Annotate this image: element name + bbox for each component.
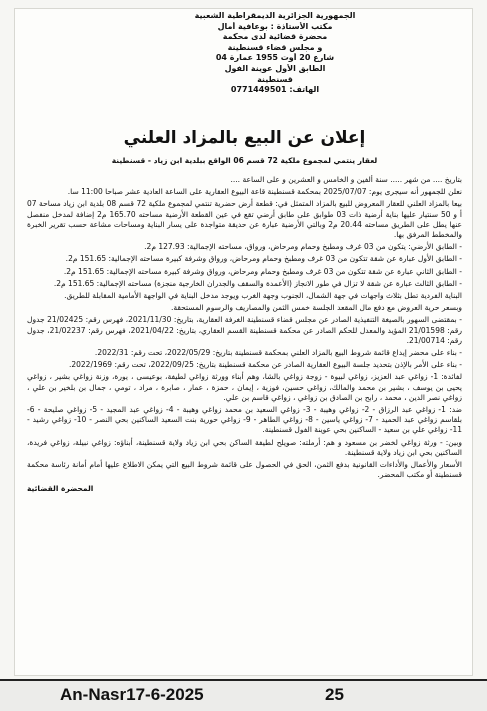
header-line: الجمهورية الجزائرية الديمقراطية الشعبية	[194, 11, 356, 20]
header-line: شارع 20 أوت 1955 عمارة 04	[215, 53, 335, 63]
publication-date: An-Nasr17-6-2025	[60, 685, 204, 704]
body-paragraph: - بمقتضى السهور بالصيغة التنفيذية الصادر عن مجلس قضاء قسنطينة الغرفة العقارية، بتاريخ: 2021/11/30، فهرس رقم: 21/02425 جدول رقم: 21/01598 المؤيد والمعدل للحكم الصادر عن محكمة قسنطينة القسم العقاري، بتاريخ: 2021/04/22، فهرس رقم: 21/02237، جدول رقم: 21/00714.	[27, 315, 462, 345]
body-paragraph: - الطابق الأرضي: يتكون من 03 غرف ومطبخ وحمام ومرحاض، ورواق، مساحته الإجمالية: 127.93 م2.	[144, 242, 462, 252]
body-paragraph: - بناء على محضر إيداع قائمة شروط البيع بالمزاد العلني بمحكمة قسنطينة بتاريخ: 2022/05/29، تحت رقم: 2022/31.	[94, 348, 462, 358]
party-paragraph: لفائدة: 1- زواغي عبد العزيز، زواغي لبيوة - زوجة زواغي بالشا، وهم أبناء وورثة زواغي لطيفة، بوعيسى ، يورة، وزنة زواغي بشير ، زواغي يحيى بن يوسف ، بشير بن محمد والمالك، زواغي حسين، فوزية ، إيمان ، حمزة ، عمار ، صابرة ، مراد ، تومي ، جمال بن بلخير بن علي ، زواغي نصر الدين ، محمد ، رابح بن الصادق بن زواغي ، زواغي قاسم بن علي.	[27, 372, 462, 402]
bailiff-header	[125, 11, 425, 96]
header-line: الطابق الأول عوينة الفول	[224, 63, 326, 73]
party-paragraph: ضد: 1- زواغي عبد الرزاق - 2- زواغي وهيبة - 3- زواغي السعيد بن محمد زواغي وهيبة - 4- زواغي عبد المجيد - 5- زواغي صليحة - 6- بلقاسم زواغي عبد الحميد - 7- زواغي ياسين - 8- زواغي الطاهر - 9- زواغي حورية بنت السعيد الساكنين بحي النصر - 10- زواغي رشيد - 11- زواغي علي بن سعيد - الساكنين بحي عوينة الفول قسنطينة.	[27, 405, 462, 435]
body-paragraph: - الطابق الأول عبارة عن شقة تتكون من 03 غرف ومطبخ وحمام ومرحاض، ورواق وشرفة كبيرة مساحته الإجمالية: 151.65 م2.	[65, 254, 462, 264]
body-paragraph: - الطابق الثاني عبارة عن شقة تتكون من 03 غرف ومطبخ وحمام ومرحاض، ورواق وشرفة كبيرة مساحته الإجمالية: 151.65 م2.	[63, 266, 462, 276]
signature: المحضرة القضائية	[27, 484, 94, 494]
notice-title: إعلان عن البيع بالمزاد العلني	[123, 128, 366, 148]
page-number: 25	[325, 685, 344, 704]
header-line: مكتب الأستاذة : بوعافية أمال	[217, 21, 333, 31]
body-paragraph: بيعا بالمزاد العلني للعقار المعروض للبيع بالمزاد المتمثل في: قطعة أرض حضرية تنتمي لمجموع ملكية 72 قسم 08 بلدية ابن زياد مساحة 07 أ و 50 سنتيار عليها بناية أرضية ذات 03 طوابق على طابق أرضي تقع في عين القطعة الأرضية مساحته 165.70 م2 إضافة لمدخل منفصل عنها يطل على الطريق مساحته 20.44 م2 وبالتي الأرضية عبارة عن حديقة متواجدة على يسار البناية ومساحات مشاعة حسب تقرير الخبرة والمخطط المرفق بها.	[27, 199, 462, 240]
body-paragraph: البناية الفردية تطل بثلاث واجهات في جهة الشمال، الجنوب وجهة الغرب ويوجد مدخل البناية في الواجهة الأمامية المقابلة للطريق.	[64, 291, 462, 301]
footer-divider	[0, 679, 487, 681]
party-paragraph: وبين: - ورثة زواغي لخضر بن مسعود و هم: أرملته: صويلح لطيفة الساكن بحي ابن زياد ولاية قسنطينة، أبناؤه: زواغي نبيلة، زواغي فريدة، الساكنين بحي ابن زياد ولاية قسنطينة.	[27, 437, 462, 457]
body-paragraph: وبسعر حرية العروض مع دفع مال المقعد الجلسة خمس الثمن والمصاريف والرسوم المستحقة.	[170, 303, 462, 313]
notice-subtitle: لعقار ينتمي لمجموع ملكية 72 قسم 06 الواقع ببلدية ابن زياد - قسنطينة	[111, 156, 378, 165]
header-line: قسنطينة	[257, 74, 293, 84]
closing-paragraph: الأسعار والأعمال والأداءات القانونية بدفع الثمن، الحق في الحصول على قائمة شروط البيع التي يمكن الاطلاع عليها أمام أمانة رئاسة محكمة قسنطينة أو مكتب المحضر.	[27, 460, 462, 480]
header-line: و مجلس قضاء قسنطينة	[227, 42, 323, 52]
body-paragraph: - الطابق الثالث عبارة عن شقة لا تزال في طور الانجاز (الأعمدة والسقف والجدران الخارجية منجزة) مساحته الإجمالية: 151.65 م2.	[53, 278, 462, 288]
auction-notice	[14, 8, 473, 676]
body-paragraph: نعلن للجمهور أنه سيجرى يوم: 2025/07/07 بمحكمة قسنطينة قاعة البيوع العقارية على الساعة العادية عشر صباحا 11:00 سا.	[67, 187, 462, 197]
page-footer	[0, 679, 487, 711]
notice-body	[27, 175, 462, 675]
header-phone: الهاتف: 0771449501	[230, 85, 320, 95]
header-line: محضرة قضائية لدى محكمة	[222, 32, 328, 42]
body-paragraph: - بناء على الأمر بالإذن بتحديد جلسة البيوع العقارية الصادر عن محكمة قسنطينة بتاريخ: 2022/09/25، تحت رقم: 2022/1969.	[68, 360, 462, 370]
body-paragraph: بتاريخ .... من شهر ..... سنة ألفين و الخامس و العشرين و على الساعة ....	[230, 175, 462, 184]
